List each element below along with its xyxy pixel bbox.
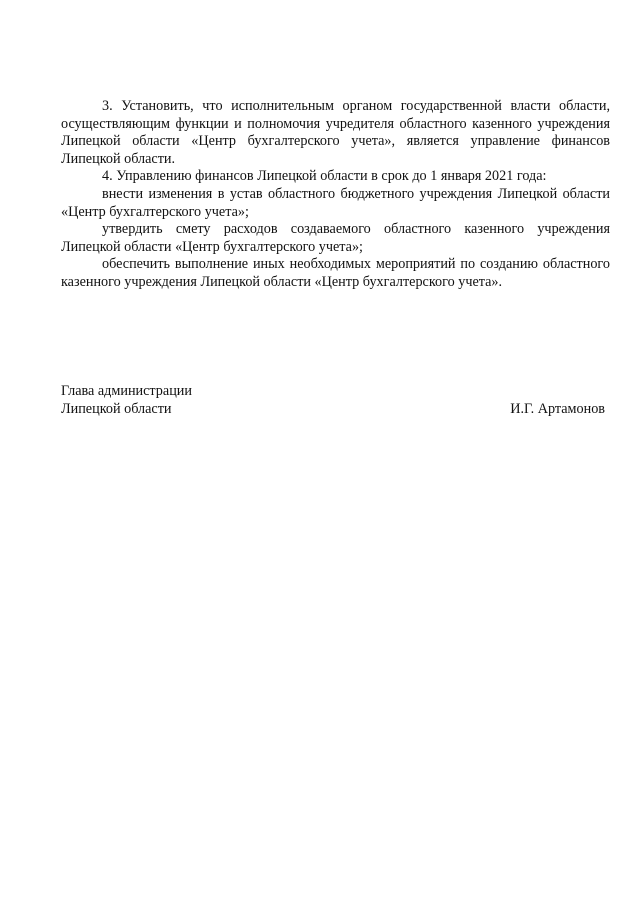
- paragraph-3-establish-founder: 3. Установить, что исполнительным органом государственной власти области, осуществляющим функции и полномочия учредителя областного казенного учреждения Липецкой области «Центр бухгалтерского учета», является управление финансов Липецкой области.: [61, 98, 610, 167]
- signature-position-line1: [61, 382, 605, 400]
- signer-region: Липецкой области: [61, 401, 172, 417]
- list-item-other-measures: обеспечить выполнение иных необходимых мероприятий по созданию областного казенного учреждения Липецкой области «Центр бухгалтерского учета».: [61, 256, 610, 290]
- signer-position-title: Глава администрации: [61, 383, 192, 399]
- paragraph-4-finance-directive: 4. Управлению финансов Липецкой области в срок до 1 января 2021 года:: [102, 168, 547, 185]
- signer-name: И.Г. Артамонов: [510, 401, 605, 417]
- list-item-approve-budget: утвердить смету расходов создаваемого областного казенного учреждения Липецкой области «Центр бухгалтерского учета»;: [61, 221, 610, 255]
- signature-position-line2: [61, 400, 605, 418]
- signature-block: [61, 382, 605, 418]
- list-item-amend-charter: внести изменения в устав областного бюджетного учреждения Липецкой области «Центр бухгалтерского учета»;: [61, 185, 610, 220]
- document-body: [61, 98, 610, 292]
